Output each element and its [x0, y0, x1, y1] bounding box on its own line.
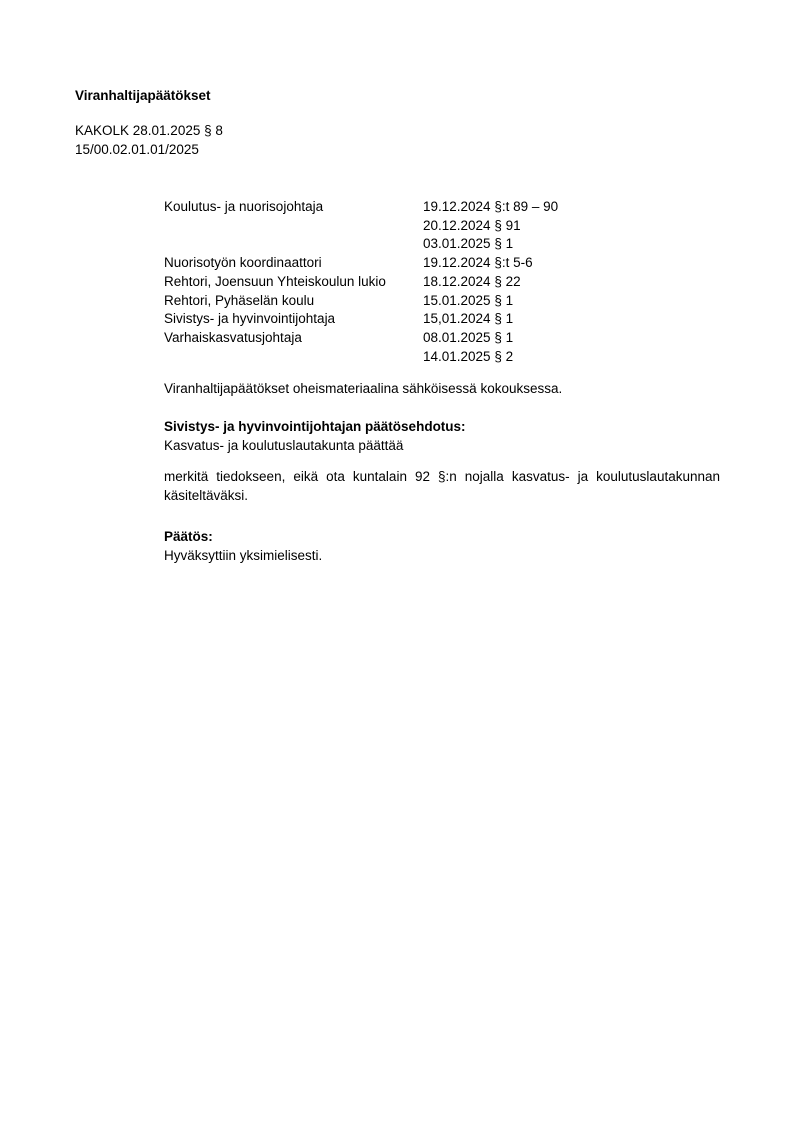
- document-reference: [75, 122, 223, 159]
- decision-dates-cell: [423, 310, 513, 329]
- officeholder-cell: Varhaiskasvatusjohtaja: [164, 329, 302, 345]
- decision-date-line: 18.12.2024 § 22: [423, 273, 521, 289]
- officeholder-cell: Nuorisotyön koordinaattori: [164, 255, 322, 271]
- decision-dates-cell: [423, 292, 513, 311]
- decision-date-line: 19.12.2024 §:t 5-6: [423, 255, 533, 271]
- officeholder-cell: Rehtori, Joensuun Yhteiskoulun lukio: [164, 273, 386, 289]
- officeholder-cell: Sivistys- ja hyvinvointijohtaja: [164, 311, 336, 327]
- decision-date-line: 03.01.2025 § 1: [423, 236, 514, 252]
- document-title: Viranhaltijapäätökset: [75, 88, 211, 103]
- decision-table: [164, 198, 558, 366]
- decision-date-line: 19.12.2024 §:t 89 – 90: [423, 199, 559, 214]
- decision-row: [164, 329, 558, 366]
- decision-text: Hyväksyttiin yksimielisesti.: [164, 547, 323, 563]
- decision-date-line: 15.01.2025 § 1: [423, 292, 514, 308]
- decision-date-line: 20.12.2024 § 91: [423, 217, 521, 233]
- decision-section: [164, 528, 764, 565]
- decision-row: [164, 254, 558, 273]
- decision-row: [164, 198, 558, 254]
- decision-dates-cell: [423, 273, 521, 292]
- officeholder-cell: Rehtori, Pyhäselän koulu: [164, 292, 315, 308]
- attachment-note: Viranhaltijapäätökset oheismateriaalina sähköisessä kokouksessa.: [164, 381, 563, 396]
- committee-reference-line: KAKOLK 28.01.2025 § 8: [75, 123, 223, 138]
- proposal-body: merkitä tiedokseen, eikä ota kuntalain 92 §:n nojalla kasvatus- ja koulutuslautakunnan käsiteltäväksi.: [164, 469, 720, 503]
- decision-dates-cell: [423, 254, 533, 273]
- case-number-line: 15/00.02.01.01/2025: [75, 141, 199, 157]
- decision-date-line: 15,01.2024 § 1: [423, 311, 514, 327]
- decision-dates-cell: [423, 198, 558, 254]
- decision-date-line: 08.01.2025 § 1: [423, 329, 514, 345]
- decision-heading: Päätös:: [164, 529, 213, 544]
- proposal-intro: Kasvatus- ja koulutuslautakunta päättää: [164, 437, 404, 453]
- decision-date-line: 14.01.2025 § 2: [423, 348, 514, 364]
- proposal-heading: Sivistys- ja hyvinvointijohtajan päätösehdotus:: [164, 419, 466, 434]
- proposal-section: [164, 418, 764, 455]
- decision-row: [164, 310, 558, 329]
- decision-dates-cell: [423, 329, 513, 366]
- decision-row: [164, 273, 558, 292]
- officeholder-cell: Koulutus- ja nuorisojohtaja: [164, 199, 324, 214]
- decision-row: [164, 292, 558, 311]
